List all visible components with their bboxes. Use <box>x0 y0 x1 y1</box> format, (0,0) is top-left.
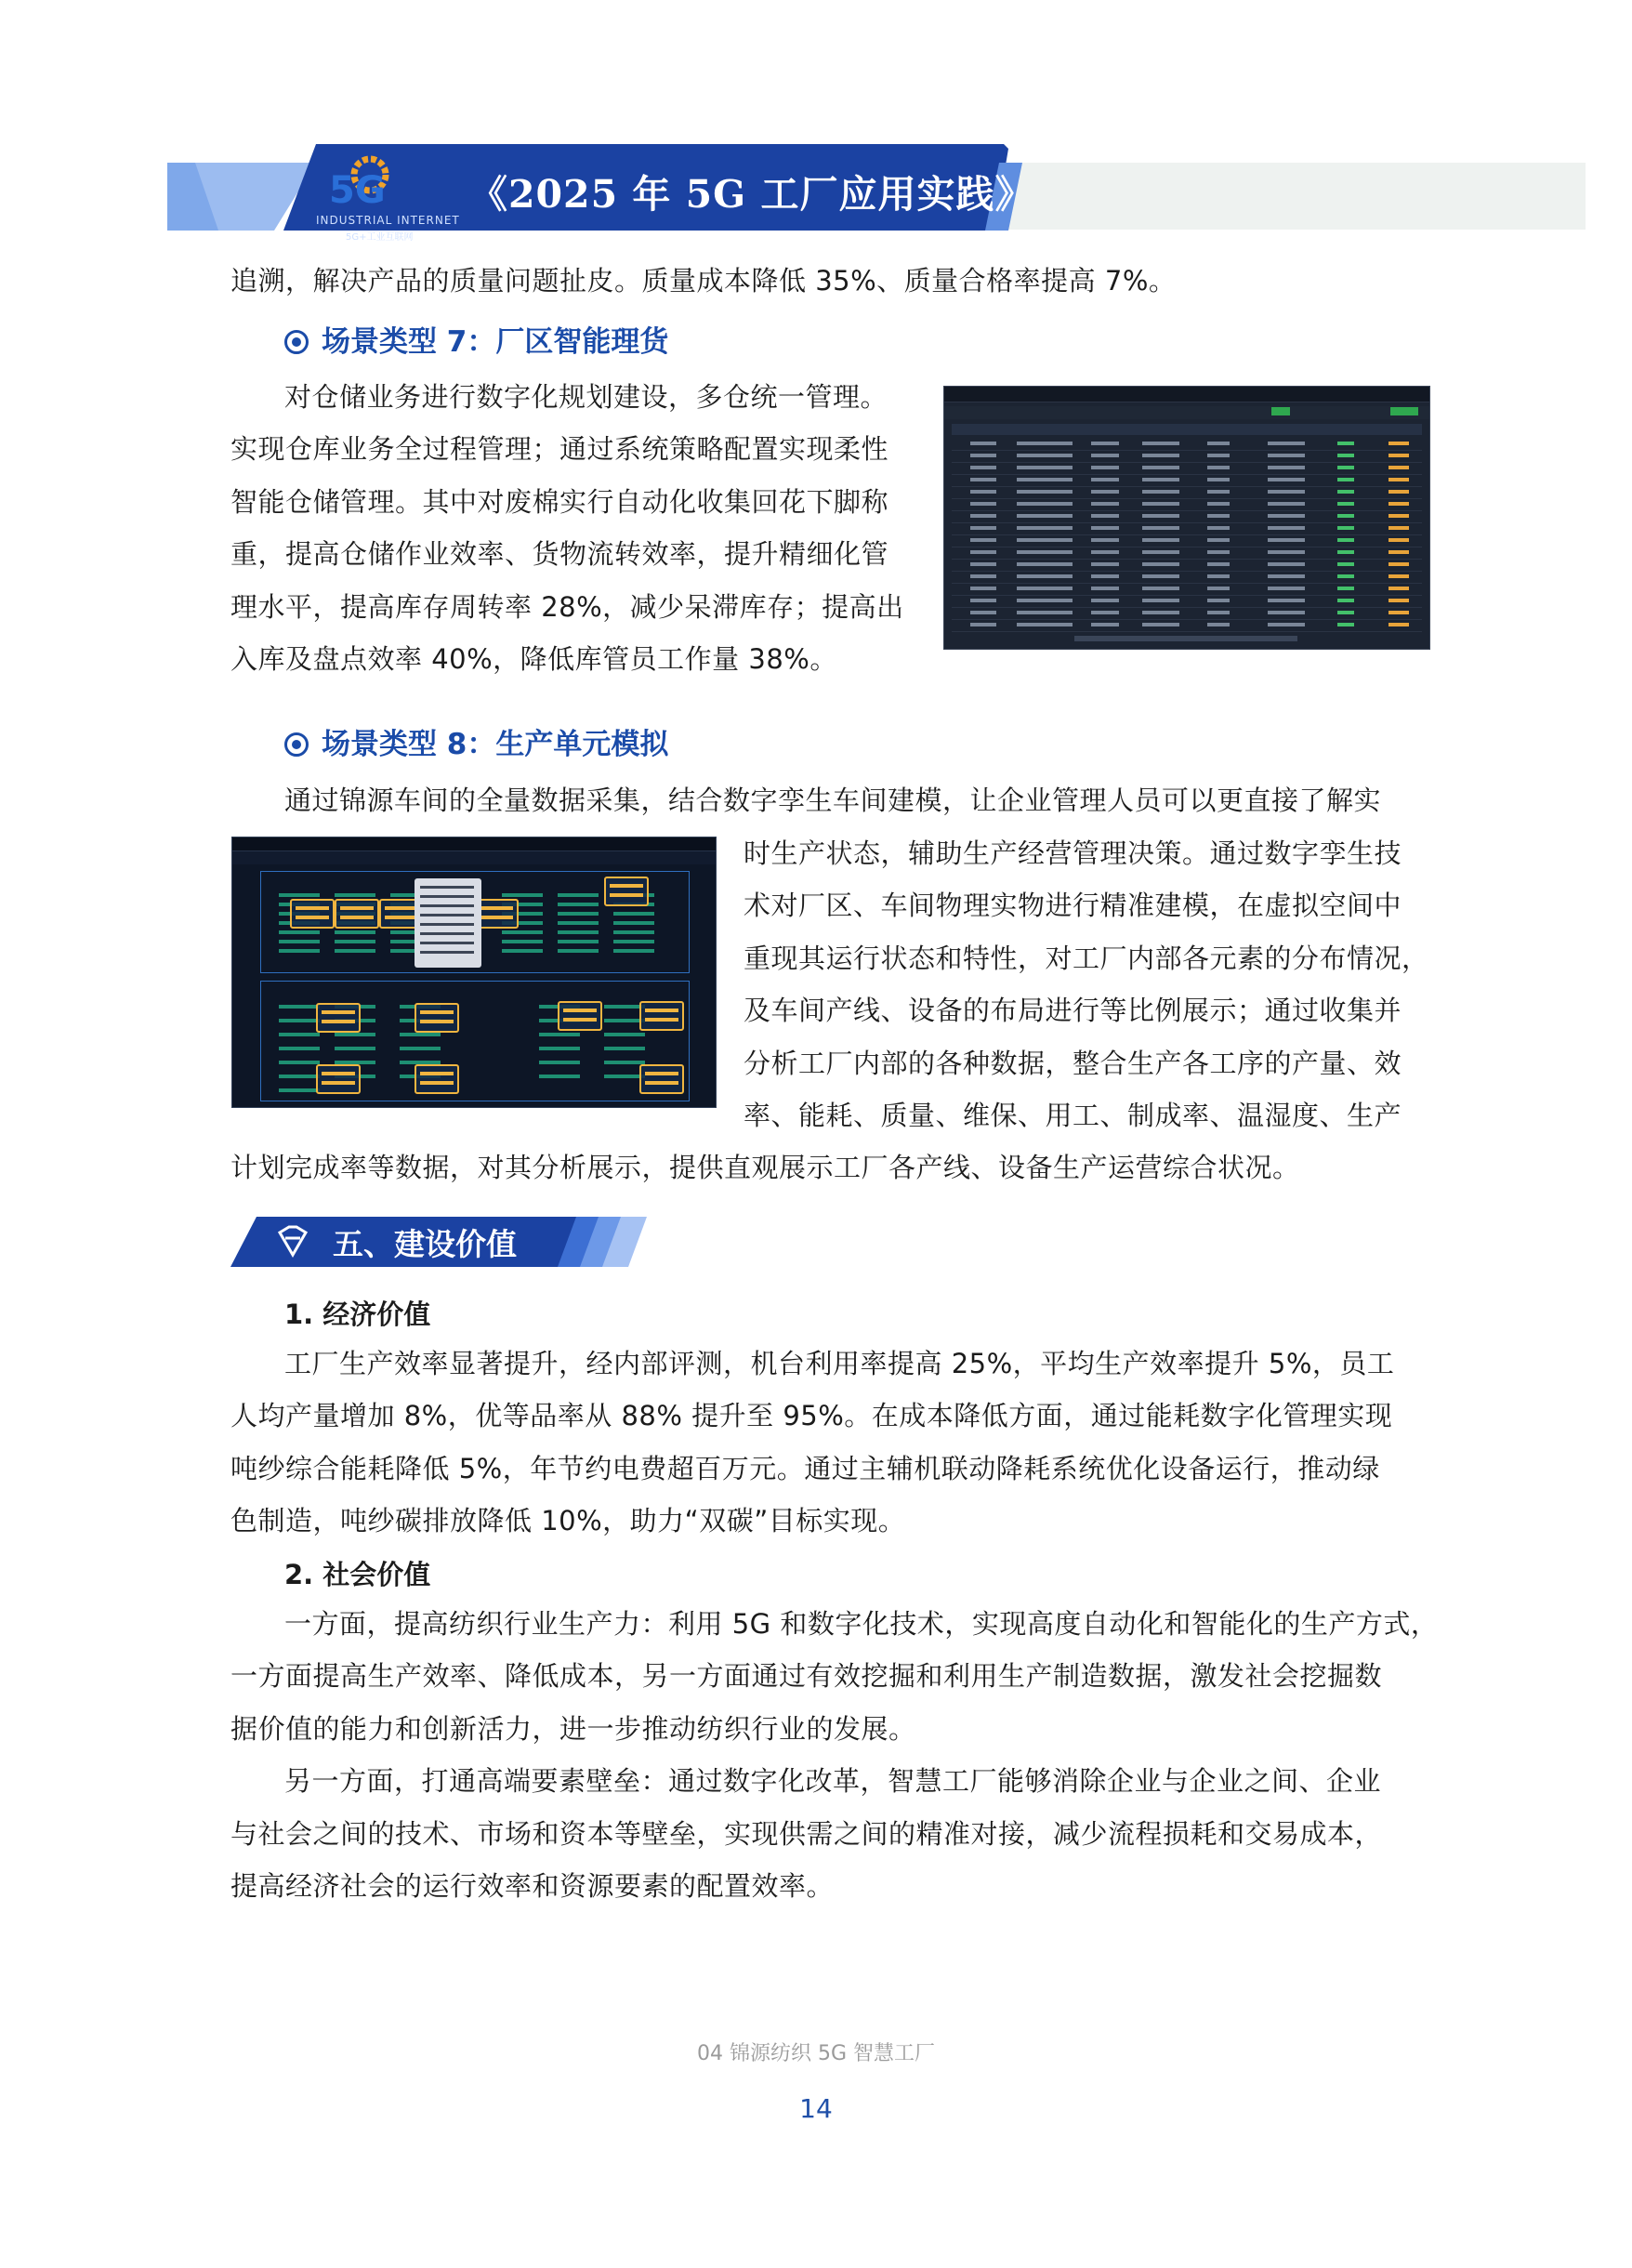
paragraph-line: 吨纱综合能耗降低 5%，年节约电费超百万元。通过主辅机联动降耗系统优化设备运行，推动绿 <box>230 1453 1380 1484</box>
warehouse-system-screenshot <box>943 386 1430 650</box>
paragraph-line: 据价值的能力和创新活力，进一步推动纺织行业的发展。 <box>230 1713 916 1745</box>
paragraph-line: 计划完成率等数据，对其分析展示，提供直观展示工厂各产线、设备生产运营综合状况。 <box>230 1152 1300 1183</box>
paragraph-line: 通过锦源车间的全量数据采集，结合数字孪生车间建模，让企业管理人员可以更直接了解实 <box>284 785 1382 816</box>
paragraph-line: 术对厂区、车间物理实物进行精准建模，在虚拟空间中 <box>744 890 1402 921</box>
paragraph-line: 智能仓储管理。其中对废棉实行自动化收集回花下脚称 <box>230 486 889 518</box>
paragraph-line: 另一方面，打通高端要素壁垒：通过数字化改革，智慧工厂能够消除企业与企业之间、企业 <box>284 1765 1382 1797</box>
logo-icon <box>327 154 392 216</box>
section-title: 五、建设价值 <box>333 1226 517 1262</box>
paragraph-line: 对仓储业务进行数字化规划建设，多仓统一管理。 <box>284 381 888 413</box>
footer-caption: 04 锦源纺织 5G 智慧工厂 <box>696 2042 936 2065</box>
paragraph-line: 及车间产线、设备的布局进行等比例展示；通过收集并 <box>744 995 1402 1026</box>
paragraph-line: 实现仓库业务全过程管理；通过系统策略配置实现柔性 <box>230 433 889 465</box>
logo-text-cn: 5G+工业互联网 <box>346 232 414 243</box>
paragraph-line: 人均产量增加 8%，优等品率从 88% 提升至 95%。在成本降低方面，通过能耗数字化管理实现 <box>230 1400 1393 1431</box>
document-title: 《2025 年 5G 工厂应用实践》 <box>469 172 1034 217</box>
bullet-target-icon <box>284 732 309 757</box>
paragraph-line: 重现其运行状态和特性，对工厂内部各元素的分布情况， <box>744 943 1429 974</box>
subheading-economic: 1. 经济价值 <box>284 1299 431 1330</box>
logo-mark: 5G <box>329 169 386 212</box>
paragraph-line: 时生产状态，辅助生产经营管理决策。通过数字孪生技 <box>744 837 1402 869</box>
header-band <box>976 163 1586 230</box>
paragraph-line: 率、能耗、质量、维保、用工、制成率、温湿度、生产 <box>744 1100 1402 1131</box>
paragraph-line: 色制造，吨纱碳排放降低 10%，助力“双碳”目标实现。 <box>230 1505 906 1536</box>
paragraph-line: 工厂生产效率显著提升，经内部评测，机台利用率提高 25%，平均生产效率提升 5%，员工 <box>284 1348 1395 1379</box>
paragraph-line: 提高经济社会的运行效率和资源要素的配置效率。 <box>230 1870 835 1902</box>
scene7-heading: 场景类型 7：厂区智能理货 <box>284 318 668 360</box>
logo-text-en: INDUSTRIAL INTERNET <box>316 214 460 227</box>
paragraph-line: 一方面，提高纺织行业生产力：利用 5G 和数字化技术，实现高度自动化和智能化的生产方式， <box>284 1608 1439 1640</box>
paragraph-line: 分析工厂内部的各种数据，整合生产各工序的产量、效 <box>744 1048 1402 1079</box>
paragraph-line: 追溯，解决产品的质量问题扯皮。质量成本降低 35%、质量合格率提高 7%。 <box>230 265 1177 297</box>
paragraph-line: 重，提高仓储作业效率、货物流转效率，提升精细化管 <box>230 538 889 570</box>
diamond-icon <box>274 1225 311 1259</box>
paragraph-line: 理水平，提高库存周转率 28%，减少呆滞库存；提高出 <box>230 591 904 623</box>
page-number: 14 <box>799 2093 833 2124</box>
paragraph-line: 与社会之间的技术、市场和资本等壁垒，实现供需之间的精准对接，减少流程损耗和交易成本， <box>230 1818 1383 1850</box>
digital-twin-floorplan-screenshot <box>231 837 717 1108</box>
paragraph-line: 一方面提高生产效率、降低成本，另一方面通过有效挖掘和利用生产制造数据，激发社会挖掘数 <box>230 1660 1383 1692</box>
subheading-social: 2. 社会价值 <box>284 1559 431 1590</box>
scene8-heading: 场景类型 8：生产单元模拟 <box>284 720 668 762</box>
paragraph-line: 入库及盘点效率 40%，降低库管员工作量 38%。 <box>230 643 837 675</box>
bullet-target-icon <box>284 330 309 354</box>
